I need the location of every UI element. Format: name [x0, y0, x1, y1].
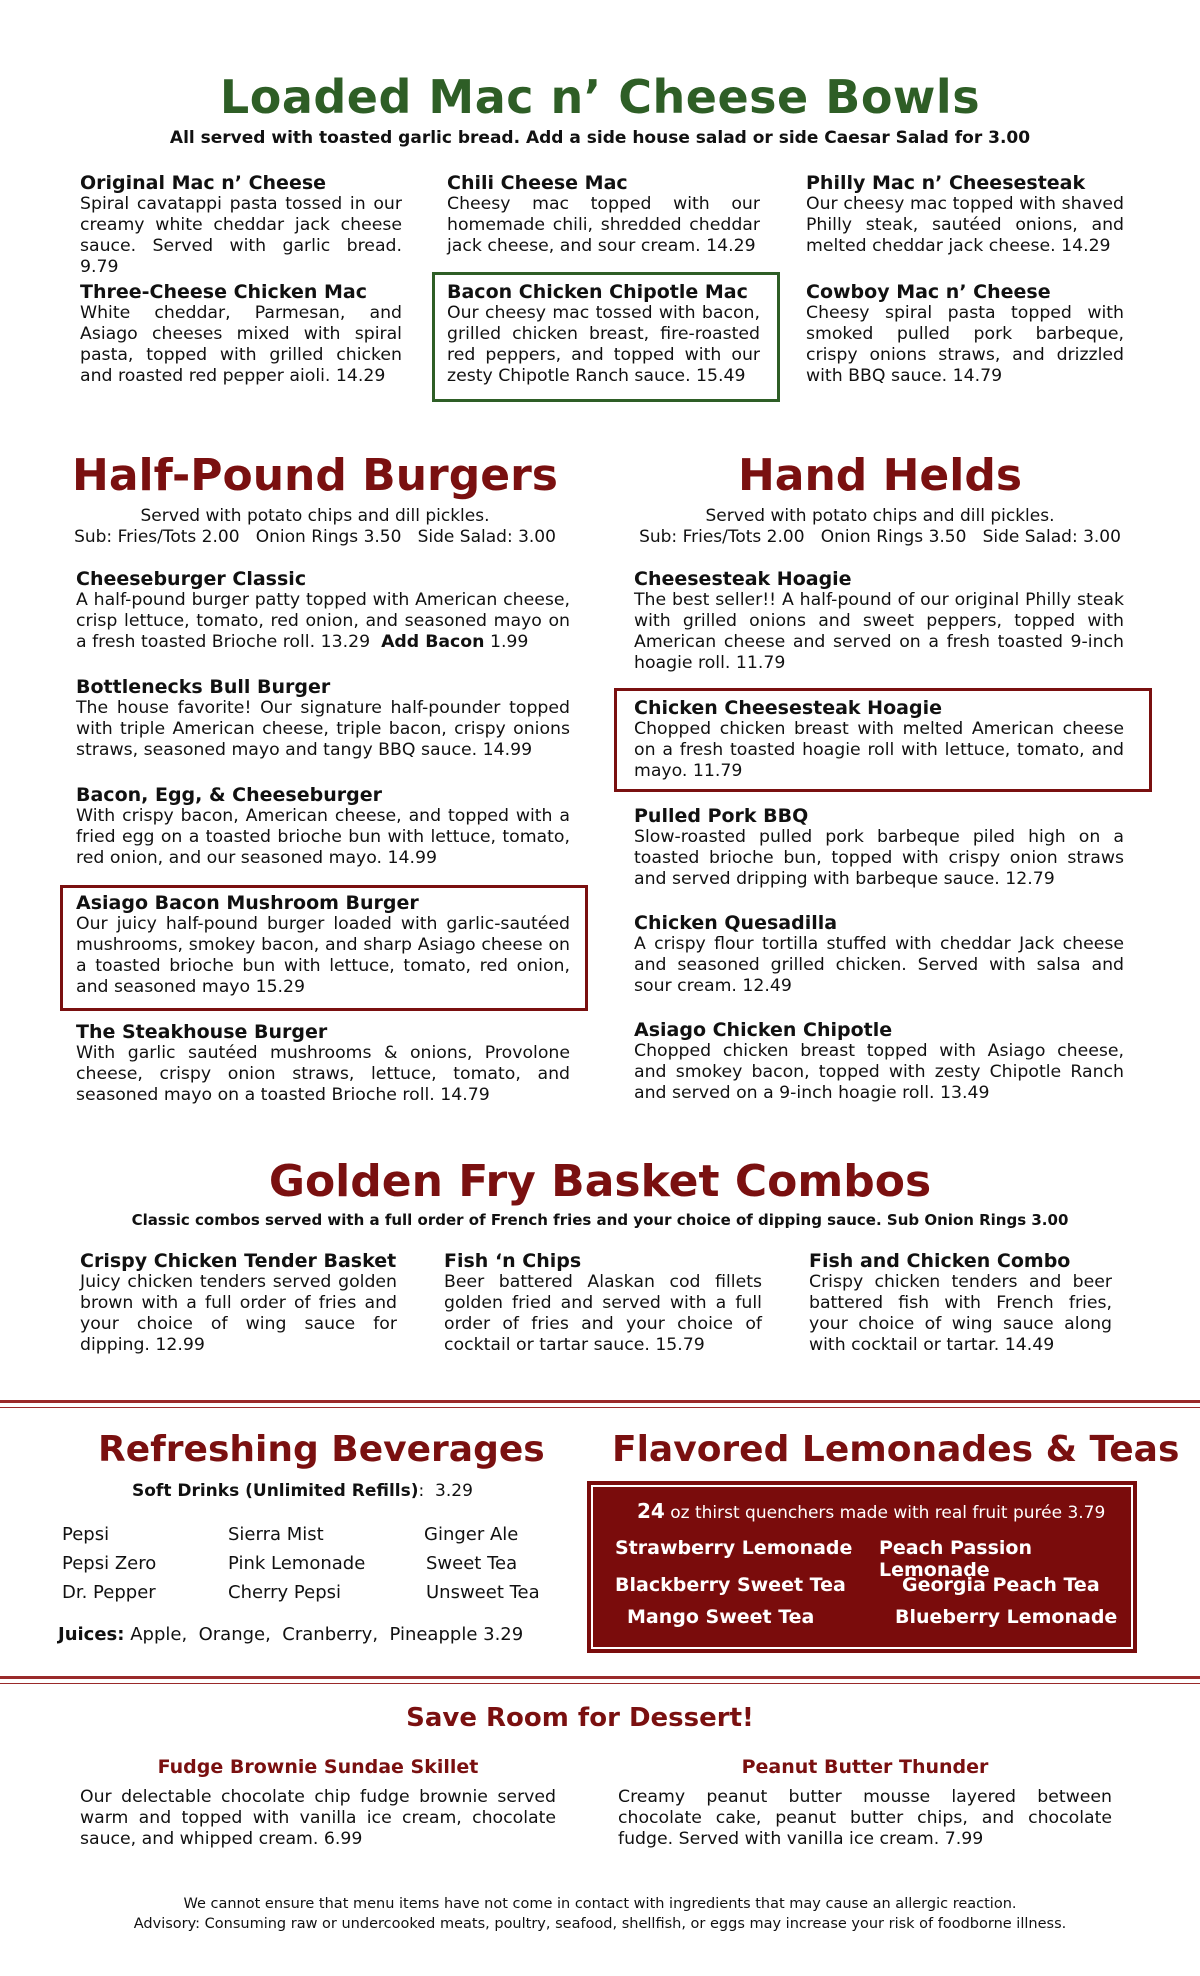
- lemonade-flavor: Mango Sweet Tea: [627, 1606, 815, 1628]
- lemonade-flavor: Georgia Peach Tea: [902, 1574, 1100, 1596]
- item-name: Asiago Bacon Mushroom Burger: [76, 892, 419, 914]
- lemonade-tagline: 24 oz thirst quenchers made with real fruit purée 3.79: [637, 1499, 1106, 1523]
- item-desc: Our cheesy mac topped with shaved Philly steak, sautéed onions, and melted cheddar jack cheese. 14.29: [806, 194, 1124, 256]
- drink-item: Cherry Pepsi: [228, 1582, 342, 1603]
- juices-line: [58, 1624, 523, 1645]
- menu-item: [76, 784, 570, 869]
- menu-item: [76, 568, 570, 653]
- drink-item: Pepsi: [62, 1524, 110, 1545]
- item-name: Original Mac n’ Cheese: [80, 172, 327, 194]
- handhelds-served: Served with potato chips and dill pickles.: [705, 506, 1055, 526]
- fry-subtitle: Classic combos served with a full order of French fries and your choice of dipping sauce. Sub Onion Rings 3.00: [131, 1211, 1069, 1229]
- item-name: Chicken Quesadilla: [634, 912, 838, 934]
- menu-item: [809, 1250, 1112, 1356]
- lemonade-panel: [587, 1481, 1137, 1653]
- dessert-desc: Creamy peanut butter mousse layered between chocolate cake, peanut butter chips, and chocolate fudge. Served with vanilla ice cream. 7.99: [618, 1787, 1112, 1849]
- item-desc: The house favorite! Our signature half-pounder topped with triple American cheese, triple bacon, crispy onions straws, seasoned mayo and tangy BBQ sauce. 14.99: [76, 698, 570, 760]
- menu-item: [634, 805, 1124, 890]
- soft-drinks-line: [132, 1481, 473, 1501]
- item-name: Cheeseburger Classic: [76, 568, 307, 590]
- lemonade-size: 24: [637, 1499, 665, 1523]
- menu-item: [634, 912, 1124, 997]
- menu-item: [80, 1250, 397, 1356]
- menu-item: [447, 281, 760, 387]
- item-name: Crispy Chicken Tender Basket: [80, 1250, 397, 1272]
- lemonade-flavor: Blueberry Lemonade: [895, 1606, 1118, 1628]
- mac-title: Loaded Mac n’ Cheese Bowls: [219, 70, 981, 124]
- add-bacon-label: Add Bacon: [381, 632, 485, 652]
- item-desc: Crispy chicken tenders and beer battered fish with French fries, your choice of wing sauce along with cocktail or tartar. 14.49: [809, 1272, 1112, 1355]
- juices-label: Juices:: [58, 1624, 125, 1645]
- dessert-desc: Our delectable chocolate chip fudge brownie served warm and topped with vanilla ice cream, chocolate sauce, and whipped cream. 6.99: [80, 1787, 556, 1849]
- item-name: Chili Cheese Mac: [447, 172, 628, 194]
- item-desc: Slow-roasted pulled pork barbeque piled high on a toasted brioche bun, topped with crispy onion straws and served dripping with barbeque sauce. 12.79: [634, 827, 1124, 889]
- menu-item: [80, 172, 402, 278]
- item-desc: Spiral cavatappi pasta tossed in our creamy white cheddar jack cheese sauce. Served with garlic bread. 9.79: [80, 194, 402, 277]
- item-desc: With crispy bacon, American cheese, and topped with a fried egg on a toasted brioche bun with lettuce, tomato, red onion, and our seasoned mayo. 14.99: [76, 806, 570, 868]
- dessert-name: Peanut Butter Thunder: [741, 1756, 989, 1778]
- drink-item: Unsweet Tea: [426, 1582, 540, 1603]
- menu-item: [634, 568, 1124, 674]
- item-desc: A half-pound burger patty topped with American cheese, crisp lettuce, tomato, red onion, and seasoned mayo on a fresh toasted Brioche roll. 13.29 Add Bacon 1.99: [76, 590, 570, 652]
- lemonades-title: Flavored Lemonades & Teas: [612, 1429, 1180, 1470]
- allergy-notice: We cannot ensure that menu items have not come in contact with ingredients that may cause an allergic reaction.: [183, 1896, 1017, 1912]
- menu-item: [76, 1021, 570, 1106]
- item-name: Bacon Chicken Chipotle Mac: [447, 281, 748, 303]
- handhelds-title: Hand Helds: [737, 450, 1023, 501]
- drink-item: Dr. Pepper: [62, 1582, 156, 1603]
- section-divider: [0, 1407, 1200, 1408]
- menu-item: [806, 281, 1124, 387]
- juices-list: Apple, Orange, Cranberry, Pineapple 3.29: [124, 1624, 524, 1645]
- menu-item: [444, 1250, 762, 1356]
- item-desc: Cheesy mac topped with our homemade chili, shredded cheddar jack cheese, and sour cream. 14.29: [447, 194, 760, 256]
- item-desc: A crispy flour tortilla stuffed with cheddar Jack cheese and seasoned grilled chicken. Served with salsa and sour cream. 12.49: [634, 934, 1124, 996]
- menu-item: [76, 676, 570, 761]
- mac-subtitle: All served with toasted garlic bread. Add a side house salad or side Caesar Salad for 3.00: [169, 128, 1031, 148]
- item-desc: Our juicy half-pound burger loaded with garlic-sautéed mushrooms, smokey bacon, and sharp Asiago cheese on a toasted brioche bun with lettuce, tomato, red onion, and seasoned mayo 15.29: [76, 914, 570, 997]
- item-name: Pulled Pork BBQ: [634, 805, 809, 827]
- drink-item: Sierra Mist: [228, 1524, 324, 1545]
- burgers-subs: Sub: Fries/Tots 2.00 Onion Rings 3.50 Side Salad: 3.00: [74, 527, 556, 547]
- menu-item: [806, 172, 1124, 257]
- item-name: Asiago Chicken Chipotle: [634, 1019, 893, 1041]
- item-desc: With garlic sautéed mushrooms & onions, Provolone cheese, crispy onion straws, lettuce, tomato, and seasoned mayo on a toasted Brioche roll. 14.79: [76, 1043, 570, 1105]
- item-desc: The best seller!! A half-pound of our original Philly steak with grilled onions and sweet peppers, topped with American cheese and served on a fresh toasted 9-inch hoagie roll. 11.79: [634, 590, 1124, 673]
- menu-item: [76, 892, 570, 998]
- item-desc: Chopped chicken breast topped with Asiago cheese, and smokey bacon, topped with zesty Chipotle Ranch and served on a 9-inch hoagie roll. 13.49: [634, 1041, 1124, 1103]
- item-desc: Juicy chicken tenders served golden brown with a full order of fries and your choice of wing sauce for dipping. 12.99: [80, 1272, 397, 1355]
- section-divider: [0, 1400, 1200, 1403]
- menu-item: [447, 172, 760, 257]
- item-name: Philly Mac n’ Cheesesteak: [806, 172, 1086, 194]
- menu-item: [80, 281, 402, 387]
- soft-drinks-price: : 3.29: [418, 1481, 473, 1501]
- item-desc: Our cheesy mac tossed with bacon, grilled chicken breast, fire-roasted red peppers, and topped with our zesty Chipotle Ranch sauce. 15.49: [447, 303, 760, 386]
- item-name: Fish ‘n Chips: [444, 1250, 582, 1272]
- drink-item: Pepsi Zero: [62, 1553, 157, 1574]
- lemonade-flavor: Blackberry Sweet Tea: [615, 1574, 846, 1596]
- item-name: Bottlenecks Bull Burger: [76, 676, 331, 698]
- item-desc: Cheesy spiral pasta topped with smoked pulled pork barbeque, crispy onions straws, and drizzled with BBQ sauce. 14.79: [806, 303, 1124, 386]
- item-name: Cowboy Mac n’ Cheese: [806, 281, 1051, 303]
- drink-item: Sweet Tea: [426, 1553, 518, 1574]
- lemonade-flavor: Strawberry Lemonade: [615, 1537, 853, 1559]
- section-divider: [0, 1683, 1200, 1684]
- soft-drinks-label: Soft Drinks (Unlimited Refills): [132, 1481, 419, 1501]
- menu-item: [634, 697, 1124, 782]
- advisory-notice: Advisory: Consuming raw or undercooked meats, poultry, seafood, shellfish, or eggs may increase your risk of foodborne illness.: [133, 1916, 1067, 1932]
- burgers-served: Served with potato chips and dill pickles.: [140, 506, 490, 526]
- item-name: Cheesesteak Hoagie: [634, 568, 852, 590]
- drink-item: Ginger Ale: [424, 1524, 519, 1545]
- burgers-title: Half-Pound Burgers: [72, 450, 558, 501]
- dessert-title: Save Room for Dessert!: [406, 1703, 754, 1733]
- item-name: The Steakhouse Burger: [76, 1021, 328, 1043]
- item-name: Bacon, Egg, & Cheeseburger: [76, 784, 382, 806]
- dessert-name: Fudge Brownie Sundae Skillet: [157, 1756, 479, 1778]
- item-name: Fish and Chicken Combo: [809, 1250, 1071, 1272]
- item-name: Three-Cheese Chicken Mac: [80, 281, 367, 303]
- item-desc: Chopped chicken breast with melted American cheese on a fresh toasted hoagie roll with lettuce, tomato, and mayo. 11.79: [634, 719, 1124, 781]
- section-divider: [0, 1676, 1200, 1679]
- menu-item: [634, 1019, 1124, 1104]
- lemonade-flavor: Peach Passion Lemonade: [879, 1537, 1032, 1581]
- handhelds-subs: Sub: Fries/Tots 2.00 Onion Rings 3.50 Side Salad: 3.00: [639, 527, 1121, 547]
- fry-title: Golden Fry Basket Combos: [268, 1156, 932, 1207]
- item-desc: White cheddar, Parmesan, and Asiago cheeses mixed with spiral pasta, topped with grilled chicken and roasted red pepper aioli. 14.29: [80, 303, 402, 386]
- item-name: Chicken Cheesesteak Hoagie: [634, 697, 942, 719]
- item-desc: Beer battered Alaskan cod fillets golden fried and served with a full order of fries and your choice of cocktail or tartar sauce. 15.79: [444, 1272, 762, 1355]
- drink-item: Pink Lemonade: [228, 1553, 366, 1574]
- beverages-title: Refreshing Beverages: [98, 1429, 545, 1470]
